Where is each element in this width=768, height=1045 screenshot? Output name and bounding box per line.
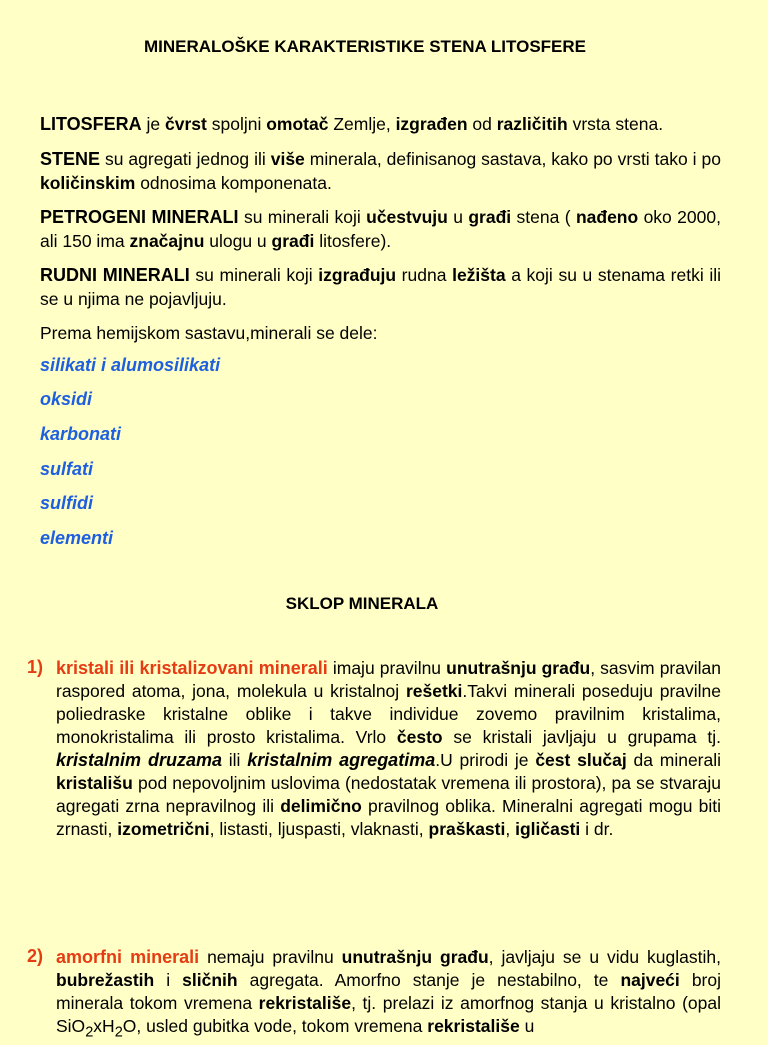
- item-amorfni: [56, 946, 721, 1045]
- bold-word: bubrežastih: [56, 970, 155, 990]
- text: O, usled gubitka vode, tokom vremena: [122, 1016, 428, 1036]
- bold-word: kristališu: [56, 773, 133, 793]
- bold-word: praškasti: [428, 819, 506, 839]
- item-number-2: 2): [27, 946, 44, 966]
- bold-word: rekristališe: [427, 1016, 520, 1036]
- class-elementi: elementi: [40, 528, 114, 548]
- text: agregata. Amorfno stanje je nestabilno, te: [237, 970, 621, 990]
- bold-word: ležišta: [452, 265, 506, 285]
- emphasis: kristalnim agregatima: [247, 750, 436, 770]
- bold-word: više: [270, 149, 305, 169]
- paragraph-petrogeni: [40, 205, 721, 253]
- text: se kristali javljaju u grupama tj.: [442, 727, 722, 747]
- term-petrogeni-minerali: PETROGENI MINERALI: [40, 207, 239, 227]
- class-oksidi: oksidi: [40, 389, 93, 409]
- text: litosfere).: [314, 231, 392, 251]
- term-amorfni: amorfni minerali: [56, 947, 200, 967]
- class-sulfidi: sulfidi: [40, 493, 93, 513]
- text: .Takvi minerali poseduju pravilne poliedraske kristalne oblike i takve individue zovemo pravilnim kristalima, monokristalima ili prosto kristalima. Vrlo: [56, 681, 721, 747]
- text: xH: [93, 1016, 115, 1036]
- bold-word: izgrađuju: [318, 265, 397, 285]
- bold-word: građi: [271, 231, 315, 251]
- bold-word: rekristališe: [258, 993, 352, 1013]
- emphasis: kristalnim druzama: [56, 750, 222, 770]
- text: , tj. prelazi iz amorfnog stanja u kristalno (opal SiO: [56, 993, 721, 1036]
- text: , javljaju se u vidu kuglastih,: [488, 947, 721, 967]
- term-kristali: kristali ili kristalizovani minerali: [56, 658, 328, 678]
- text: .U prirodi je: [435, 750, 536, 770]
- paragraph-litosfera: [40, 112, 721, 136]
- class-sulfati: sulfati: [40, 459, 94, 479]
- bold-word: značajnu: [129, 231, 205, 251]
- text: , listasti, ljuspasti, vlaknasti,: [209, 819, 429, 839]
- text: vrsta stena.: [567, 114, 664, 134]
- text: spoljni: [206, 114, 267, 134]
- term-litosfera: LITOSFERA: [40, 114, 142, 134]
- text: , sasvim pravilan raspored atoma, jona, molekula u kristalnoj: [56, 658, 721, 701]
- text: je: [141, 114, 166, 134]
- bold-word: različitih: [496, 114, 568, 134]
- bold-word: čest slučaj: [535, 750, 627, 770]
- text: minerala, definisanog sastava, kako po vrsti tako i po: [304, 149, 721, 169]
- term-stene: STENE: [40, 149, 101, 169]
- text: broj minerala tokom vremena: [56, 970, 721, 1013]
- paragraph-stene: [40, 147, 721, 195]
- class-silikati: silikati i alumosilikati: [40, 355, 221, 375]
- text: oko 2000, ali 150 ima: [40, 207, 721, 251]
- text: odnosima komponenata.: [135, 173, 332, 193]
- bold-word: izgrađen: [395, 114, 468, 134]
- item-number-1: 1): [27, 657, 44, 677]
- bold-word: delimično: [280, 796, 362, 816]
- bold-word: nađeno: [575, 207, 639, 227]
- text: ,: [505, 819, 516, 839]
- bold-word: najveći: [620, 970, 680, 990]
- bold-word: sličnih: [182, 970, 238, 990]
- bold-word: količinskim: [40, 173, 136, 193]
- text: rudna: [396, 265, 453, 285]
- class-karbonati: karbonati: [40, 424, 122, 444]
- paragraph-classification-intro: Prema hemijskom sastavu,minerali se dele:: [40, 323, 378, 343]
- bold-word: igličasti: [515, 819, 581, 839]
- bold-word: učestvuju: [366, 207, 448, 227]
- text: ulogu u: [204, 231, 272, 251]
- text: ili: [221, 750, 248, 770]
- text: u: [519, 1016, 535, 1036]
- text: i: [154, 970, 183, 990]
- text: pod nepovoljnim uslovima (nedostatak vremena ili prostora), pa se stvaraju agregati zrna nepravilnog ili: [56, 773, 721, 816]
- document-title: MINERALOŠKE KARAKTERISTIKE STENA LITOSFERE: [143, 37, 587, 56]
- bold-word: izometrični: [117, 819, 210, 839]
- subscript: 2: [85, 1024, 94, 1041]
- bold-word: građi: [468, 207, 512, 227]
- text: pravilnog oblika. Mineralni agregati mogu biti zrnasti,: [56, 796, 721, 839]
- subscript: 2: [114, 1024, 123, 1041]
- text: i dr.: [580, 819, 614, 839]
- bold-word: rešetki: [405, 681, 463, 701]
- bold-word: unutrašnju građu: [446, 658, 591, 678]
- item-kristali: [56, 657, 721, 841]
- text: Zemlje,: [328, 114, 396, 134]
- text: su agregati jednog ili: [100, 149, 271, 169]
- section-title: SKLOP MINERALA: [285, 594, 439, 613]
- text: imaju pravilnu: [327, 658, 447, 678]
- text: su minerali koji: [189, 265, 319, 285]
- text: su minerali koji: [238, 207, 367, 227]
- bold-word: unutrašnju građu: [341, 947, 489, 967]
- paragraph-rudni: [40, 263, 721, 311]
- text: a koji su u stenama retki ili se u njima ne pojavljuju.: [40, 265, 721, 309]
- text: od: [467, 114, 497, 134]
- bold-word: često: [396, 727, 443, 747]
- bold-word: omotač: [266, 114, 329, 134]
- text: nemaju pravilnu: [199, 947, 342, 967]
- text: stena (: [511, 207, 576, 227]
- term-rudni-minerali: RUDNI MINERALI: [40, 265, 190, 285]
- text: u: [447, 207, 469, 227]
- text: da minerali: [626, 750, 722, 770]
- bold-word: čvrst: [165, 114, 207, 134]
